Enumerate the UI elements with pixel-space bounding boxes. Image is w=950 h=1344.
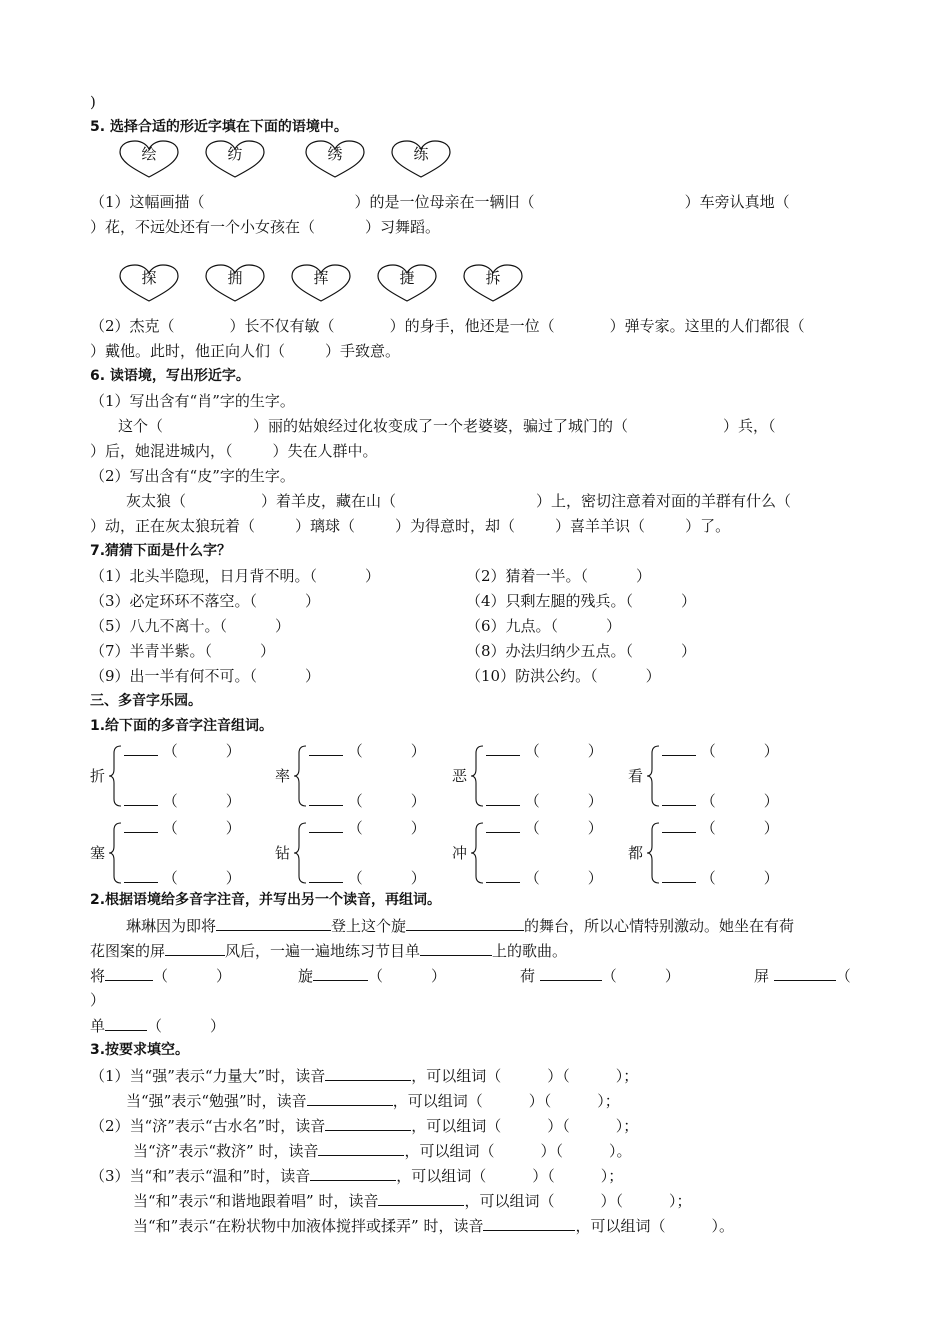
- heart-char: 捷: [399, 269, 415, 287]
- q2-answer-4-close: ）: [90, 991, 106, 1009]
- reading-row: （ ）: [309, 790, 426, 811]
- brace-icon: [470, 822, 484, 884]
- q5-s2-line1: （2）杰克（ ）长不仅有敏（ ）的身手，他还是一位（ ）弹专家。这里的人们都很（: [90, 317, 805, 335]
- q6-title: 6. 读语境，写出形近字。: [90, 368, 250, 384]
- brace-icon: [646, 822, 660, 884]
- reading-row: （ ）: [662, 790, 779, 811]
- reading-row: （ ）: [309, 867, 426, 888]
- reading-row: （ ）: [486, 790, 603, 811]
- q6-p1-prompt: （1）写出含有“肖”字的生字。: [90, 392, 295, 410]
- section3-title: 三、多音字乐园。: [90, 693, 202, 709]
- polyphone-char: 折: [90, 767, 106, 785]
- reading-row: （ ）: [662, 867, 779, 888]
- q3-item: （1）当“强”表示“力量大”时，读音 ，可以组词（ ）（ ）；: [90, 1067, 639, 1085]
- reading-row: （ ）: [124, 740, 241, 761]
- riddle-item: （10）防洪公约。（ ）: [466, 667, 661, 685]
- q2-answer-1: 将 （ ）: [90, 967, 232, 985]
- q7-title: 7.猜猜下面是什么字？: [90, 543, 232, 559]
- q5-s2-line2: ）戴他。此时，他正向人们（ ）手致意。: [90, 342, 401, 360]
- q6-p2-prompt: （2）写出含有“皮”字的生字。: [90, 467, 295, 485]
- q5-title: 5. 选择合适的形近字填在下面的语境中。: [90, 119, 348, 135]
- riddle-item: （8）办法归纳少五点。（ ）: [466, 642, 697, 660]
- reading-row: （ ）: [309, 740, 426, 761]
- polyphone-char: 看: [628, 767, 644, 785]
- q3-item: 当“和”表示“和谐地跟着唱” 时，读音 ，可以组词（ ）（ ）；: [133, 1192, 692, 1210]
- heart-char: 绘: [141, 145, 157, 163]
- q3-item: 当“强”表示“勉强”时，读音 ，可以组词（ ）（ ）；: [126, 1092, 620, 1110]
- riddle-item: （7）半青半紫。（ ）: [90, 642, 276, 660]
- reading-row: （ ）: [124, 867, 241, 888]
- riddle-item: （1）北头半隐现，日月背不明。（ ）: [90, 567, 381, 585]
- reading-row: （ ）: [309, 817, 426, 838]
- heart-char: 挥: [313, 269, 329, 287]
- brace-icon: [108, 745, 122, 807]
- polyphone-char: 恶: [452, 767, 468, 785]
- riddle-item: （2）猜着一半。（ ）: [466, 567, 652, 585]
- polyphone-char: 塞: [90, 844, 106, 862]
- q5-s1-line2: ）花，不远处还有一个小女孩在（ ）习舞蹈。: [90, 218, 441, 236]
- brace-icon: [293, 745, 307, 807]
- heart-char: 练: [413, 145, 429, 163]
- riddle-item: （3）必定环环不落空。（ ）: [90, 592, 321, 610]
- reading-row: （ ）: [486, 740, 603, 761]
- polyphone-char: 钻: [275, 844, 291, 862]
- heart-char: 拥: [227, 269, 243, 287]
- riddle-item: （6）九点。（ ）: [466, 617, 622, 635]
- q2-answer-3: 荷 （ ）: [520, 967, 680, 985]
- sec3-q2-title: 2.根据语境给多音字注音，并写出另一个读音，再组词。: [90, 892, 442, 908]
- reading-row: （ ）: [486, 817, 603, 838]
- riddle-item: （4）只剩左腿的残兵。（ ）: [466, 592, 697, 610]
- q6-p2-line1: 灰太狼（ ）着羊皮，藏在山（ ）上，密切注意着对面的羊群有什么（: [126, 492, 792, 510]
- q3-item: （3）当“和”表示“温和”时，读音 ，可以组词（ ）（ ）；: [90, 1167, 624, 1185]
- q3-item: （2）当“济”表示“古水名”时，读音 ，可以组词（ ）（ ）；: [90, 1117, 639, 1135]
- q6-p1-line1: 这个（ ）丽的姑娘经过化妆变成了一个老婆婆，骗过了城门的（ ）兵，（: [118, 417, 776, 435]
- reading-row: （ ）: [662, 817, 779, 838]
- q6-p1-line2: ）后，她混进城内，（ ）失在人群中。: [90, 442, 378, 460]
- q2-answer-5: 单 （ ）: [90, 1017, 226, 1035]
- riddle-item: （5）八九不离十。（ ）: [90, 617, 291, 635]
- riddle-item: （9）出一半有何不可。（ ）: [90, 667, 321, 685]
- reading-row: （ ）: [124, 790, 241, 811]
- q6-p2-line2: ）动，正在灰太狼玩着（ ）璃球（ ）为得意时，却（ ）喜羊羊识（ ）了。: [90, 517, 731, 535]
- reading-row: （ ）: [486, 867, 603, 888]
- q2-passage-line2: 花图案的屏 风后，一遍一遍地练习节目单 上的歌曲。: [90, 942, 568, 960]
- q2-answer-4: 屏 （: [754, 967, 851, 985]
- brace-icon: [108, 822, 122, 884]
- sec3-q3-title: 3.按要求填空。: [90, 1042, 190, 1058]
- polyphone-char: 都: [628, 844, 644, 862]
- reading-row: （ ）: [124, 817, 241, 838]
- heart-char: 探: [141, 269, 157, 287]
- brace-icon: [646, 745, 660, 807]
- heart-char: 拆: [485, 269, 501, 287]
- reading-row: （ ）: [662, 740, 779, 761]
- polyphone-char: 冲: [452, 844, 468, 862]
- polyphone-char: 率: [275, 767, 291, 785]
- q3-item: 当“和”表示“在粉状物中加液体搅拌或揉弄” 时，读音 ，可以组词（ ）。: [133, 1217, 734, 1235]
- sec3-q1-title: 1.给下面的多音字注音组词。: [90, 718, 274, 734]
- q2-answer-2: 旋 （ ）: [298, 967, 447, 985]
- q2-passage-line1: 琳琳因为即将 登上这个旋 的舞台，所以心情特别激动。她坐在有荷: [126, 917, 795, 935]
- heart-char: 纺: [227, 145, 243, 163]
- q5-s1-line1: （1）这幅画描（ ）的是一位母亲在一辆旧（ ）车旁认真地（: [90, 193, 790, 211]
- brace-icon: [470, 745, 484, 807]
- q3-item: 当“济”表示“救济” 时，读音 ，可以组词（ ）（ ）。: [133, 1142, 632, 1160]
- heart-char: 绣: [327, 145, 343, 163]
- continued-paren: ): [90, 93, 96, 111]
- brace-icon: [293, 822, 307, 884]
